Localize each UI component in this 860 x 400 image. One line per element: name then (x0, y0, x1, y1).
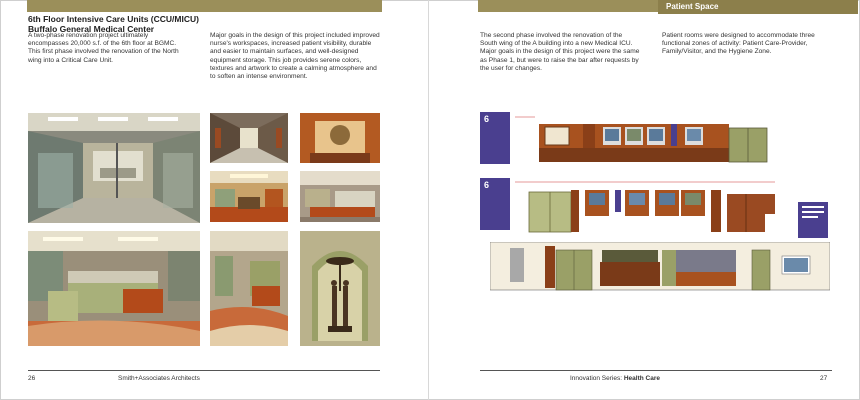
photo-artwork-niche (300, 113, 380, 163)
footer-series-label: Innovation Series: (570, 375, 623, 382)
footer-rule-left (28, 370, 380, 371)
page-number-left: 26 (28, 375, 36, 382)
elevation-drawing-1 (515, 112, 775, 167)
photo-hallway (210, 113, 288, 163)
page-title (28, 14, 199, 34)
header-bar-right (478, 0, 658, 12)
photo-sculpture (300, 231, 380, 346)
photo-nurse-station (28, 231, 200, 346)
right-zones-paragraph: Patient rooms were designed to accommodate three functional zones of activity: Patient Care-Provider, Family/Visitor, and the Hygiene Zone. (662, 32, 815, 56)
right-phase2-paragraph: The second phase involved the renovation of the South wing of the A building into a new Medical ICU. Major goals in the design of this project were the same as Phase 1, but were to raise the bar after requests by the user for changes. (480, 32, 640, 72)
header-bar-left (27, 0, 382, 12)
left-intro-paragraph: A two-phase renovation project ultimately encompasses 20,000 s.f. of the 6th floor at BGMC. This first phase involved the renovation of the North wing into a Critical Care Unit. (28, 32, 179, 64)
elevation-label-box-2 (480, 178, 510, 230)
page-number-right: 27 (820, 375, 828, 382)
project-title: 6th Floor Intensive Care Units (CCU/MICU) (28, 14, 199, 24)
elevation-number-1: 6 (484, 114, 490, 124)
photo-nurse-station-small (300, 171, 380, 222)
footer-rule-right (480, 370, 832, 371)
photo-icu-corridor (28, 113, 200, 223)
project-location: Buffalo General Medical Center (28, 24, 155, 34)
photo-waiting-area (210, 171, 288, 222)
section-tab: Patient Space (658, 0, 858, 14)
elevation-label-box-1 (480, 112, 510, 164)
footer-firm: Smith+Associates Architects (118, 375, 200, 382)
page-gutter (428, 0, 429, 400)
elevation-drawing-2 (515, 178, 835, 238)
elevation-number-2: 6 (484, 180, 490, 190)
footer-series (570, 375, 660, 382)
elevation-drawing-3 (490, 242, 830, 292)
footer-series-topic: Health Care (623, 375, 660, 382)
left-goals-paragraph: Major goals in the design of this project included improved nurse's workspaces, increased patient visibility, durable and easier to maintain surfaces, and well-designed equipment storage. This job provides serene colors, textures and artwork to create a calming atmosphere and to soften an intense environment. (210, 32, 380, 81)
photo-curved-corridor (210, 231, 288, 346)
